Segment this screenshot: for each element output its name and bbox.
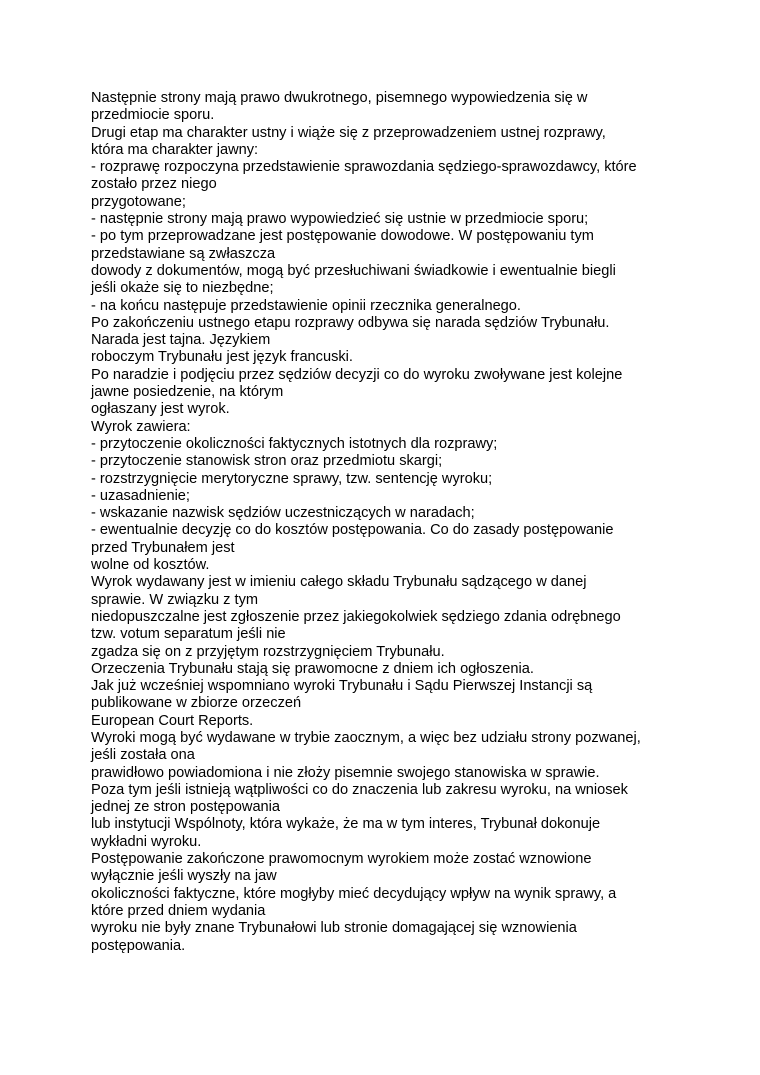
text-line: prawidłowo powiadomiona i nie złoży pisemnie swojego stanowiska w sprawie. [91, 764, 600, 781]
text-line: Jak już wcześniej wspomniano wyroki Trybunału i Sądu Pierwszej Instancji są [91, 678, 593, 695]
text-line: wyłącznie jeśli wyszły na jaw [91, 868, 277, 885]
text-line: - przytoczenie okoliczności faktycznych istotnych dla rozprawy; [91, 435, 498, 452]
text-line: Po naradzie i podjęciu przez sędziów decyzji co do wyroku zwoływane jest kolejne [91, 366, 623, 383]
text-line: Poza tym jeśli istnieją wątpliwości co do znaczenia lub zakresu wyroku, na wniosek [91, 781, 628, 798]
text-line: jawne posiedzenie, na którym [91, 384, 284, 401]
text-line: Wyrok zawiera: [91, 418, 191, 435]
text-line: postępowania. [91, 937, 186, 954]
text-line: - następnie strony mają prawo wypowiedzieć się ustnie w przedmiocie sporu; [91, 211, 589, 228]
text-line: Po zakończeniu ustnego etapu rozprawy odbywa się narada sędziów Trybunału. [91, 314, 610, 331]
text-line: lub instytucji Wspólnoty, która wykaże, że ma w tym interes, Trybunał dokonuje [91, 816, 601, 833]
text-line: roboczym Trybunału jest język francuski. [91, 349, 353, 366]
text-line: - po tym przeprowadzane jest postępowanie dowodowe. W postępowaniu tym [91, 228, 594, 245]
text-line: - wskazanie nazwisk sędziów uczestniczących w naradach; [91, 505, 475, 522]
text-line: jeśli okaże się to niezbędne; [91, 280, 274, 297]
text-line: European Court Reports. [91, 712, 254, 729]
text-line: okoliczności faktyczne, które mogłyby mieć decydujący wpływ na wynik sprawy, a [91, 885, 617, 902]
text-line: która ma charakter jawny: [91, 141, 259, 158]
text-line: sprawie. W związku z tym [91, 591, 259, 608]
text-line: jednej ze stron postępowania [91, 799, 281, 816]
text-line: Wyroki mogą być wydawane w trybie zaocznym, a więc bez udziału strony pozwanej, [91, 729, 641, 746]
text-line: Postępowanie zakończone prawomocnym wyrokiem może zostać wznowione [91, 851, 592, 868]
text-line: jeśli została ona [91, 747, 195, 764]
document-body [91, 90, 691, 955]
text-line: ogłaszany jest wyrok. [91, 401, 230, 418]
text-line: - ewentualnie decyzję co do kosztów postępowania. Co do zasady postępowanie [91, 522, 614, 539]
text-line: przed Trybunałem jest [91, 539, 235, 556]
text-line: zgadza się on z przyjętym rozstrzygnięciem Trybunału. [91, 643, 445, 660]
text-line: Orzeczenia Trybunału stają się prawomocne z dniem ich ogłoszenia. [91, 660, 534, 677]
text-line: przygotowane; [91, 193, 186, 210]
text-line: wolne od kosztów. [91, 557, 210, 574]
text-line: przedmiocie sporu. [91, 107, 215, 124]
text-line: przedstawiane są zwłaszcza [91, 245, 276, 262]
text-line: - przytoczenie stanowisk stron oraz przedmiotu skargi; [91, 453, 443, 470]
text-line: które przed dniem wydania [91, 902, 266, 919]
text-line: tzw. votum separatum jeśli nie [91, 626, 286, 643]
text-line: Następnie strony mają prawo dwukrotnego, pisemnego wypowiedzenia się w [91, 90, 588, 106]
text-line: Narada jest tajna. Językiem [91, 332, 271, 349]
text-line: zostało przez niego [91, 176, 217, 193]
text-line: publikowane w zbiorze orzeczeń [91, 695, 302, 712]
text-line: wykładni wyroku. [91, 833, 202, 850]
text-line: niedopuszczalne jest zgłoszenie przez jakiegokolwiek sędziego zdania odrębnego [91, 608, 621, 625]
text-line: dowody z dokumentów, mogą być przesłuchiwani świadkowie i ewentualnie biegli [91, 262, 616, 279]
text-line: - rozprawę rozpoczyna przedstawienie sprawozdania sędziego-sprawozdawcy, które [91, 159, 637, 176]
text-line: Drugi etap ma charakter ustny i wiąże się z przeprowadzeniem ustnej rozprawy, [91, 124, 606, 141]
text-line: wyroku nie były znane Trybunałowi lub stronie domagającej się wznowienia [91, 920, 577, 937]
text-line: - uzasadnienie; [91, 487, 190, 504]
text-line: Wyrok wydawany jest w imieniu całego składu Trybunału sądzącego w danej [91, 574, 587, 591]
text-line: - na końcu następuje przedstawienie opinii rzecznika generalnego. [91, 297, 521, 314]
text-line: - rozstrzygnięcie merytoryczne sprawy, tzw. sentencję wyroku; [91, 470, 493, 487]
